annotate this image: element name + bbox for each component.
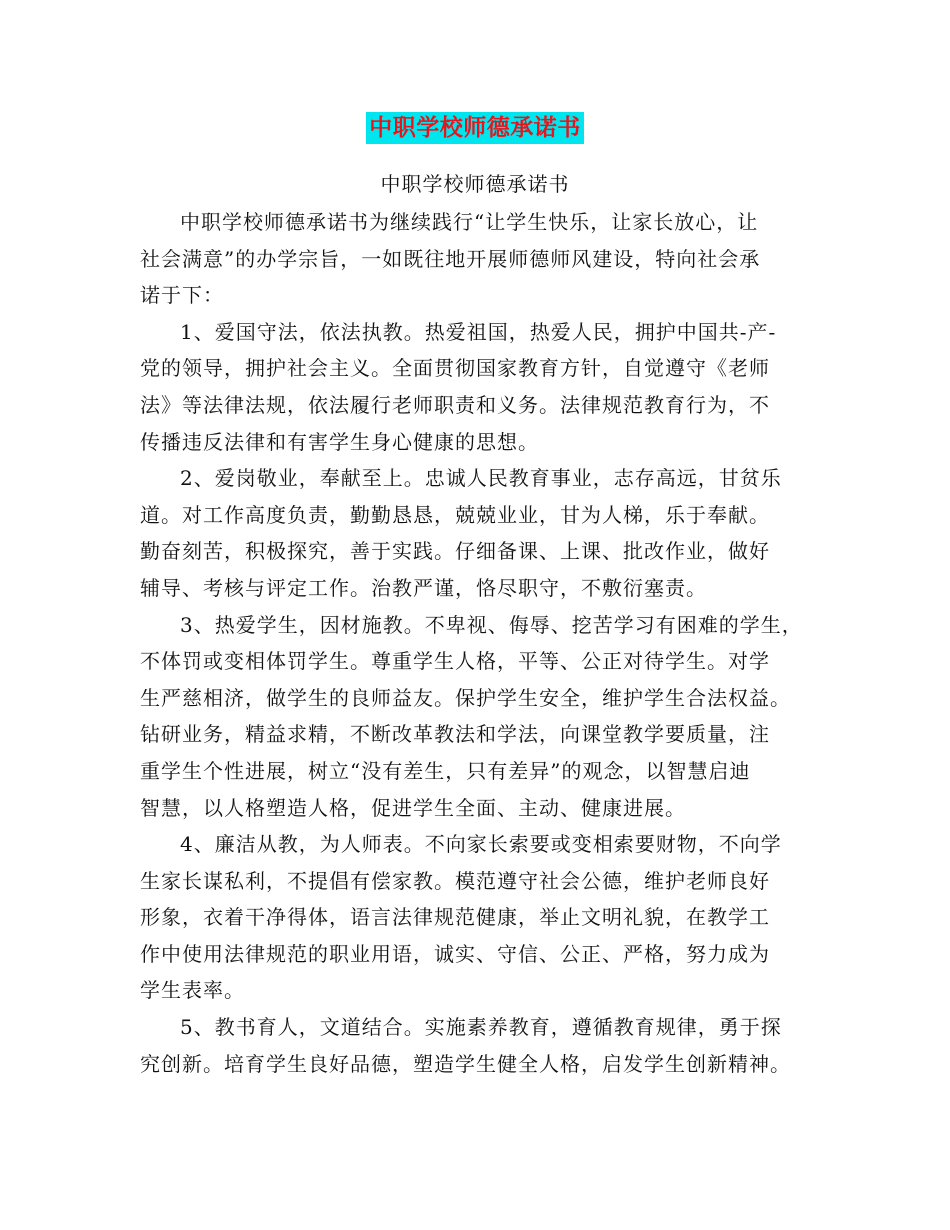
paragraph-line: 勤奋刻苦，积极探究，善于实践。仔细备课、上课、批改作业，做好 xyxy=(140,539,770,564)
title-container xyxy=(0,112,950,144)
paragraph xyxy=(140,460,820,606)
paragraph-line: 不体罚或变相体罚学生。尊重学生人格，平等、公正对待学生。对学 xyxy=(140,649,770,674)
paragraph-line: 究创新。培育学生良好品德，塑造学生健全人格，启发学生创新精神。 xyxy=(140,1051,791,1076)
paragraph-line: 辅导、考核与评定工作。治教严谨，恪尽职守，不敷衍塞责。 xyxy=(140,575,707,600)
paragraph-line: 社会满意”的办学宗旨，一如既往地开展师德师风建设，特向社会承 xyxy=(140,246,761,271)
paragraph-line: 道。对工作高度负责，勤勤恳恳，兢兢业业，甘为人梯，乐于奉献。 xyxy=(140,502,770,527)
paragraph xyxy=(140,314,820,460)
paragraph xyxy=(140,607,820,827)
paragraph-line: 生严慈相济，做学生的良师益友。保护学生安全，维护学生合法权益。 xyxy=(140,685,791,710)
paragraph-line: 重学生个性进展，树立“没有差生，只有差异”的观念，以智慧启迪 xyxy=(140,758,751,783)
paragraph-line: 4、廉洁从教，为人师表。不向家长索要或变相索要财物，不向学 xyxy=(180,832,782,857)
paragraph-line: 党的领导，拥护社会主义。全面贯彻国家教育方针，自觉遵守《老师 xyxy=(140,356,770,381)
paragraph-line: 诺于下： xyxy=(140,283,224,308)
paragraph-line: 钻研业务，精益求精，不断改革教法和学法，向课堂教学要质量，注 xyxy=(140,722,770,747)
paragraph xyxy=(140,1009,820,1082)
paragraph-line: 1、爱国守法，依法执教。热爱祖国，热爱人民，拥护中国共-产- xyxy=(180,319,777,344)
paragraph-line: 作中使用法律规范的职业用语，诚实、守信、公正、严格，努力成为 xyxy=(140,941,770,966)
paragraph-line: 3、热爱学生，因材施教。不卑视、侮辱、挖苦学习有困难的学生， xyxy=(180,612,803,637)
paragraph-line: 生家长谋私利，不提倡有偿家教。模范遵守社会公德，维护老师良好 xyxy=(140,868,770,893)
paragraph-line: 形象，衣着干净得体，语言法律规范健康，举止文明礼貌，在教学工 xyxy=(140,905,770,930)
document-subtitle: 中职学校师德承诺书 xyxy=(380,172,570,196)
paragraph-line: 5、教书育人，文道结合。实施素养教育，遵循教育规律，勇于探 xyxy=(180,1015,782,1040)
paragraph-line: 法》等法律法规，依法履行老师职责和义务。法律规范教育行为，不 xyxy=(140,392,770,417)
document-title: 中职学校师德承诺书 xyxy=(366,112,584,144)
paragraph-line: 学生表率。 xyxy=(140,978,245,1003)
paragraph-line: 传播违反法律和有害学生身心健康的思想。 xyxy=(140,429,539,454)
paragraph xyxy=(140,204,820,314)
paragraph-line: 中职学校师德承诺书为继续践行“让学生快乐，让家长放心，让 xyxy=(180,210,759,234)
paragraph-line: 智慧，以人格塑造人格，促进学生全面、主动、健康进展。 xyxy=(140,795,686,820)
paragraph xyxy=(140,826,820,1009)
paragraph-line: 2、爱岗敬业，奉献至上。忠诚人民教育事业，志存高远，甘贫乐 xyxy=(180,466,782,491)
document-body xyxy=(140,204,820,1082)
